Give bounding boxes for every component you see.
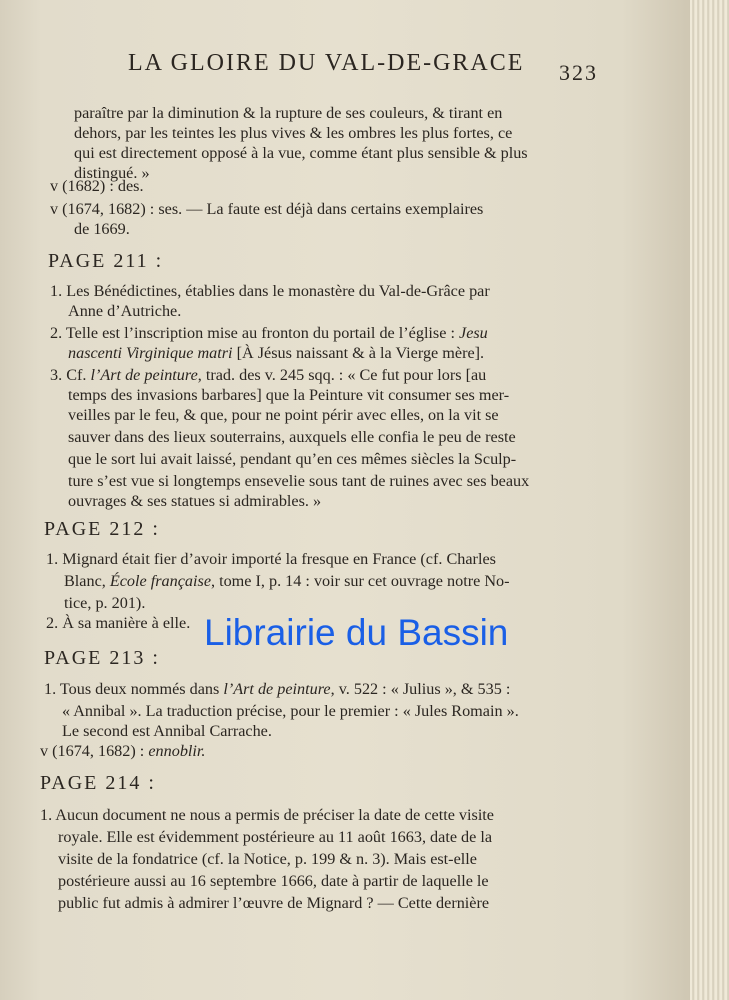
text-line: distingué. » xyxy=(74,164,150,182)
note-line: Blanc, École française, tome I, p. 14 : voir sur cet ouvrage notre No- xyxy=(64,572,510,590)
running-title: LA GLOIRE DU VAL-DE-GRACE xyxy=(128,50,525,76)
text-line: paraître par la diminution & la rupture de ses couleurs, & tirant en xyxy=(74,104,503,122)
text-line: dehors, par les teintes les plus vives & les ombres les plus fortes, ce xyxy=(74,124,513,142)
note-line: 2. Telle est l’inscription mise au fronton du portail de l’église : Jesu xyxy=(50,324,488,342)
note-line: 1. Les Bénédictines, établies dans le monastère du Val-de-Grâce par xyxy=(50,282,490,300)
note-line: royale. Elle est évidemment postérieure au 11 août 1663, date de la xyxy=(58,828,493,846)
section-heading: PAGE 214 : xyxy=(40,772,156,794)
section-heading: PAGE 213 : xyxy=(44,647,160,669)
note-line: public fut admis à admirer l’œuvre de Mignard ? — Cette dernière xyxy=(58,894,490,912)
note-line: Le second est Annibal Carrache. xyxy=(62,722,272,740)
section-heading: PAGE 212 : xyxy=(44,518,160,540)
note-line: 1. Mignard était fier d’avoir importé la fresque en France (cf. Charles xyxy=(46,550,496,568)
watermark-text: Librairie du Bassin xyxy=(204,612,509,653)
note-line: tice, p. 201). xyxy=(64,594,146,612)
variant-line: v (1682) : des. xyxy=(50,177,144,195)
note-line: 1. Tous deux nommés dans l’Art de peinture, v. 522 : « Julius », & 535 : xyxy=(44,680,511,698)
page-edges xyxy=(690,0,729,1000)
note-line: nascenti Virginique matri [À Jésus naissant & à la Vierge mère]. xyxy=(68,344,485,362)
note-line: postérieure aussi au 16 septembre 1666, date à partir de laquelle le xyxy=(58,872,489,890)
text-line: qui est directement opposé à la vue, comme étant plus sensible & plus xyxy=(74,144,528,162)
note-line: 1. Aucun document ne nous a permis de préciser la date de cette visite xyxy=(40,806,494,824)
note-line: que le sort lui avait laissé, pendant qu’en ces mêmes siècles la Sculp- xyxy=(68,450,517,468)
note-line: 2. À sa manière à elle. xyxy=(46,614,191,632)
note-line: ouvrages & ses statues si admirables. » xyxy=(68,492,322,510)
note-line: Anne d’Autriche. xyxy=(68,302,182,320)
note-line: 3. Cf. l’Art de peinture, trad. des v. 245 sqq. : « Ce fut pour lors [au xyxy=(50,366,487,384)
running-header xyxy=(128,48,598,88)
note-line: temps des invasions barbares] que la Peinture vit consumer ses mer- xyxy=(68,386,510,404)
note-line: sauver dans des lieux souterrains, auxquels elle confia le peu de reste xyxy=(68,428,516,446)
variant-line: v (1674, 1682) : ses. — La faute est déjà dans certains exemplaires xyxy=(50,200,484,218)
note-line: ture s’est vue si longtemps ensevelie sous tant de ruines avec ses beaux xyxy=(68,472,530,490)
variant-line: v (1674, 1682) : ennoblir. xyxy=(40,742,206,760)
page-number: 323 xyxy=(559,60,598,85)
note-line: « Annibal ». La traduction précise, pour le premier : « Jules Romain ». xyxy=(62,702,519,720)
section-heading: PAGE 211 : xyxy=(48,250,164,272)
note-line: veilles par le feu, & que, pour ne point périr avec elles, on la vit se xyxy=(68,406,499,424)
variant-line: de 1669. xyxy=(74,220,130,238)
note-line: visite de la fondatrice (cf. la Notice, p. 199 & n. 3). Mais est-elle xyxy=(58,850,477,868)
